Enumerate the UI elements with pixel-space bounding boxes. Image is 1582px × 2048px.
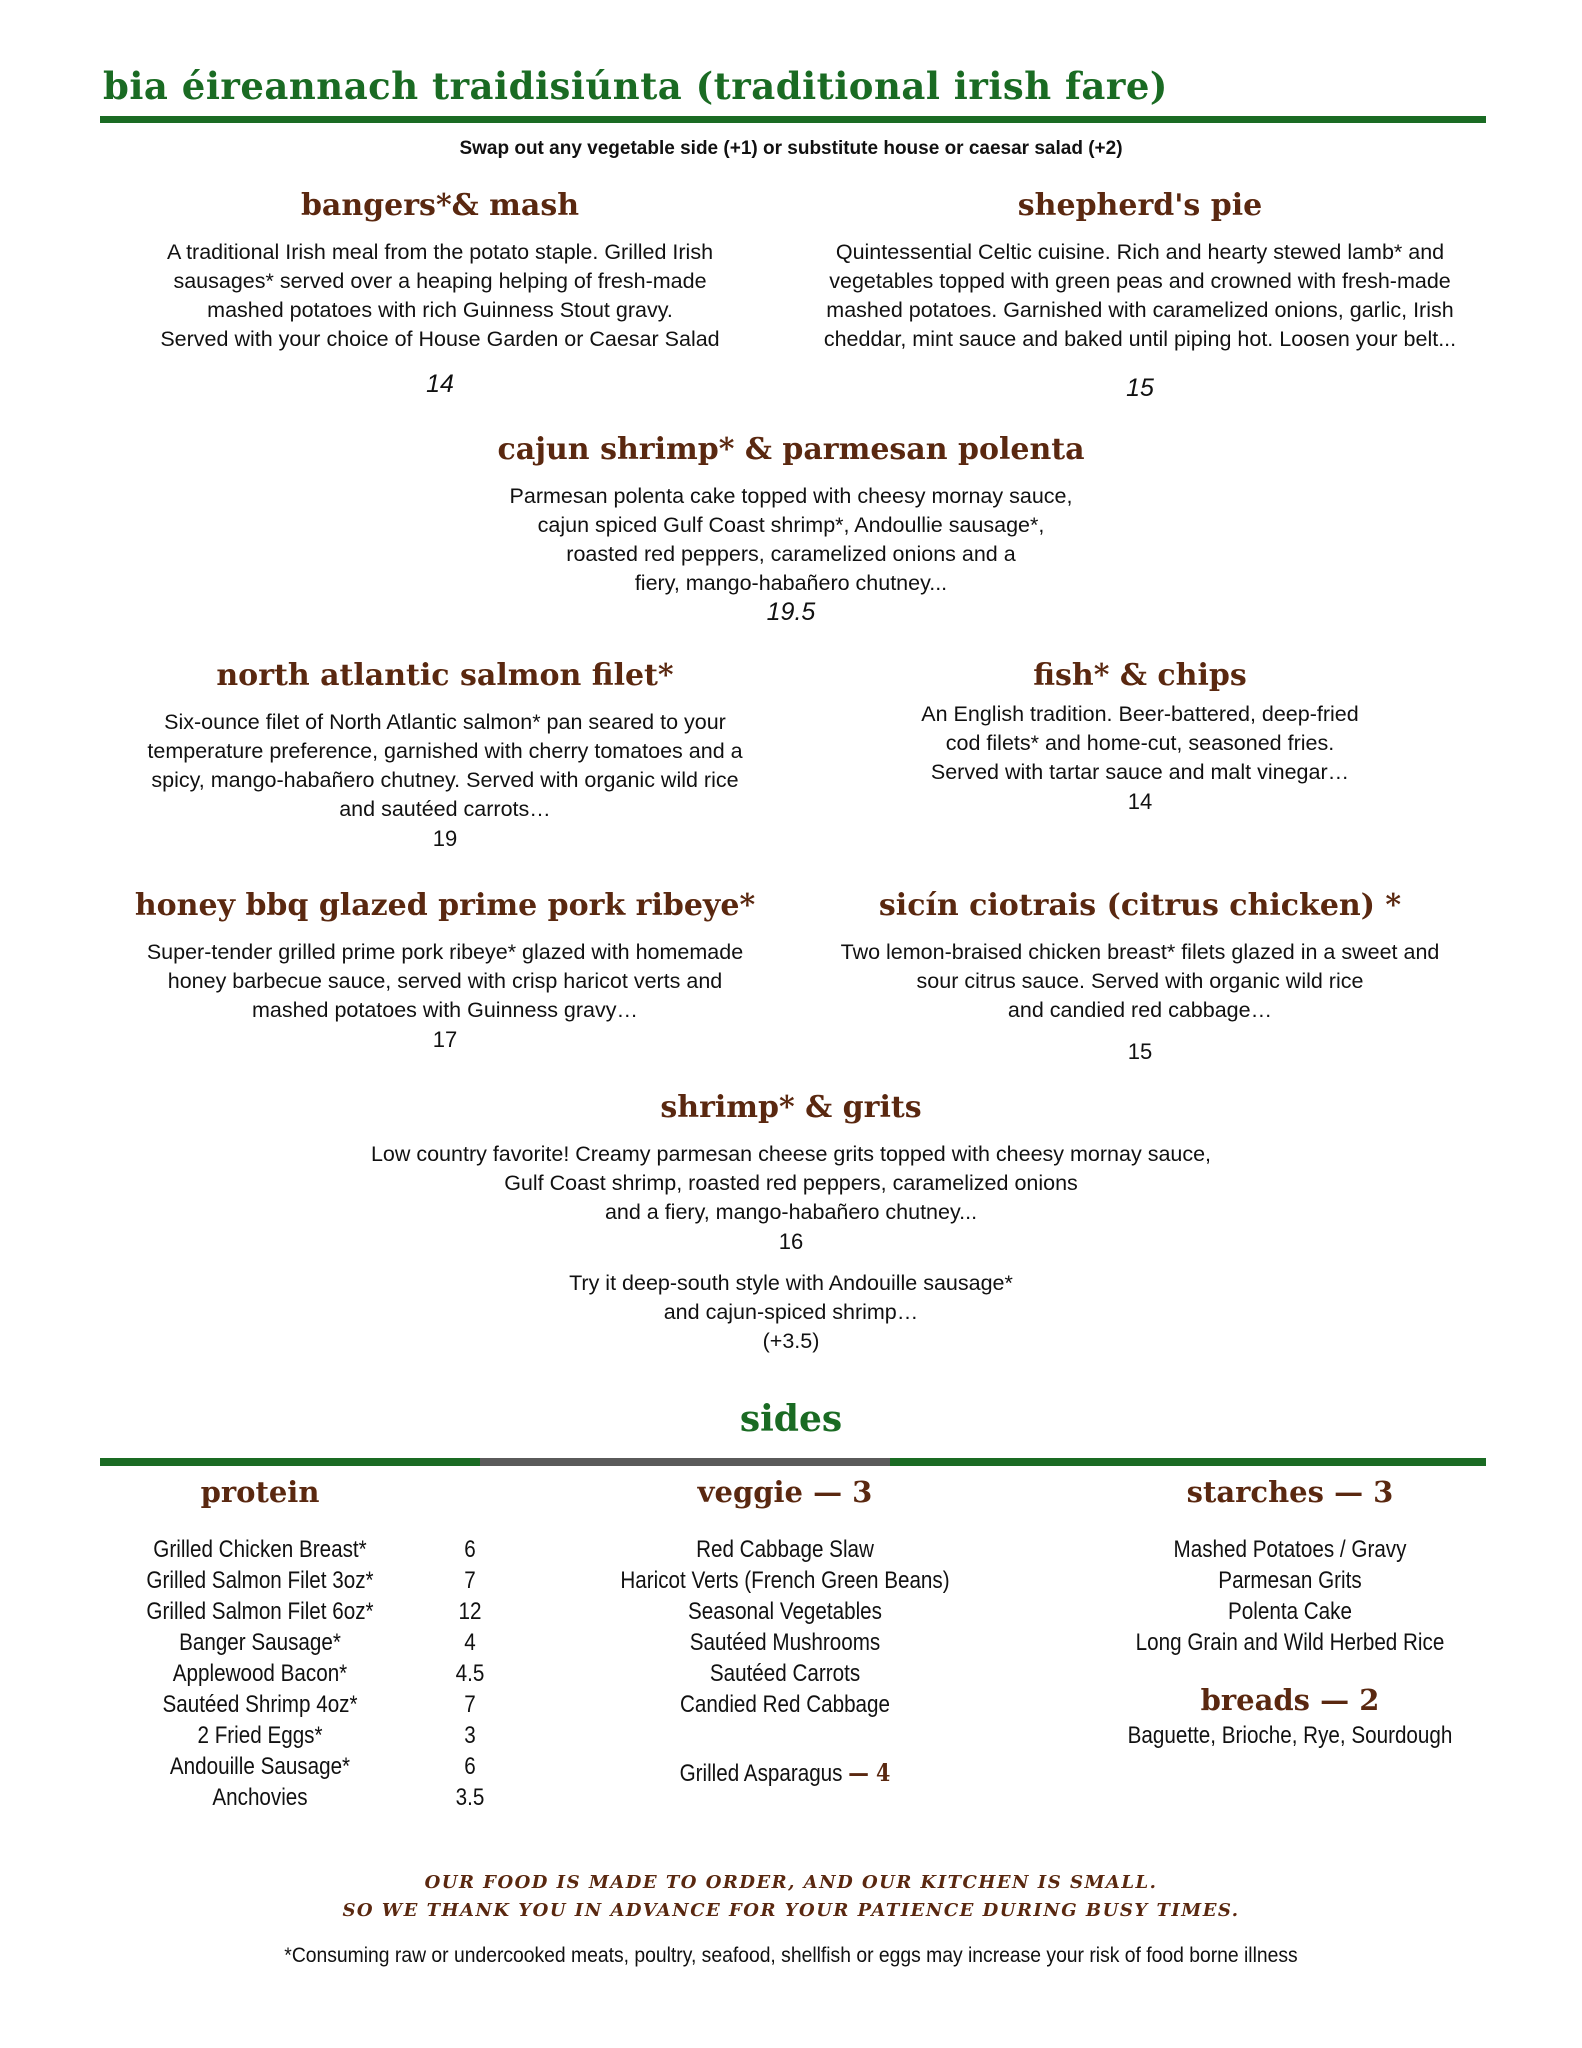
sides-divider-right — [890, 1458, 1486, 1466]
protein-price: 3.5 — [455, 1784, 485, 1811]
protein-row — [110, 1534, 530, 1565]
protein-row — [110, 1720, 530, 1751]
veggie-item: Red Cabbage Slaw — [696, 1536, 874, 1563]
addon-price: (+3.5) — [762, 1329, 820, 1353]
starches-list — [1070, 1534, 1510, 1658]
item-name: north atlantic salmon filet* — [216, 658, 674, 693]
description-line: Served with your choice of House Garden or Caesar Salad — [160, 327, 720, 351]
veggie-extra-item — [592, 1757, 979, 1789]
protein-row — [110, 1751, 530, 1782]
food-safety-disclaimer: *Consuming raw or undercooked meats, poultry, seafood, shellfish or eggs may increase your risk of food borne illness — [284, 1944, 1298, 1967]
description-line: mashed potatoes with Guinness gravy… — [251, 998, 638, 1022]
item-price: 19 — [432, 826, 458, 851]
description-line: fiery, mango-habañero chutney... — [634, 571, 948, 595]
protein-row — [110, 1596, 530, 1627]
description-line: cajun spiced Gulf Coast shrimp*, Andoullie sausage*, — [537, 513, 1045, 537]
item-description — [120, 238, 760, 354]
veggie-item: Seasonal Vegetables — [688, 1598, 882, 1625]
swap-note: Swap out any vegetable side (+1) or substitute house or caesar salad (+2) — [459, 138, 1123, 159]
protein-list — [110, 1534, 530, 1834]
description-line: Served with tartar sauce and malt vinegar… — [930, 760, 1350, 784]
addon-line: Try it deep-south style with Andouille sausage* — [569, 1271, 1013, 1295]
veggie-item: Candied Red Cabbage — [679, 1691, 891, 1718]
description-line: roasted red peppers, caramelized onions and a — [566, 542, 1016, 566]
description-line: mashed potatoes with rich Guinness Stout gravy. — [207, 298, 673, 322]
protein-name: Sautéed Shrimp 4oz* — [162, 1691, 358, 1718]
menu-item-bangers-mash — [120, 188, 760, 399]
veggie-item: Sautéed Carrots — [709, 1660, 861, 1687]
description-line: Two lemon-braised chicken breast* filets glazed in a sweet and — [840, 940, 1440, 964]
protein-name: Grilled Salmon Filet 3oz* — [146, 1567, 374, 1594]
menu-item-salmon — [110, 658, 780, 853]
description-line: mashed potatoes. Garnished with caramelized onions, garlic, Irish — [826, 298, 1454, 322]
protein-name: Andouille Sausage* — [169, 1753, 351, 1780]
starches-column — [1070, 1472, 1510, 1751]
sides-title: sides — [739, 1398, 843, 1440]
veggie-extra-name: Grilled Asparagus — [679, 1760, 843, 1787]
addon-line: and cajun-spiced shrimp… — [663, 1300, 919, 1324]
item-description — [110, 708, 780, 824]
protein-heading: protein — [200, 1475, 320, 1509]
breads-heading — [1070, 1680, 1510, 1720]
starches-heading — [1070, 1472, 1510, 1512]
description-line: temperature preference, garnished with cherry tomatoes and a — [147, 739, 743, 763]
starch-item: Long Grain and Wild Herbed Rice — [1135, 1629, 1445, 1656]
description-line: Gulf Coast shrimp, roasted red peppers, caramelized onions — [504, 1171, 1078, 1195]
description-line: and a fiery, mango-habañero chutney... — [604, 1200, 978, 1224]
protein-name: 2 Fried Eggs* — [197, 1722, 323, 1749]
protein-price: 4.5 — [455, 1660, 485, 1687]
description-line: sour citrus sauce. Served with organic wild rice — [916, 969, 1364, 993]
item-price: 15 — [1126, 374, 1154, 402]
veggie-heading-price: — 3 — [813, 1475, 873, 1509]
item-name: sicín ciotrais (citrus chicken) * — [878, 888, 1402, 923]
item-price: 17 — [432, 1027, 458, 1052]
protein-column — [160, 1472, 360, 1512]
veggie-item: Sautéed Mushrooms — [689, 1629, 881, 1656]
item-description — [790, 238, 1490, 354]
description-line: Parmesan polenta cake topped with cheesy mornay sauce, — [509, 484, 1073, 508]
addon-description — [291, 1269, 1291, 1356]
title-divider — [100, 116, 1486, 123]
description-line: Super-tender grilled prime pork ribeye* glazed with homemade — [146, 940, 744, 964]
protein-row — [110, 1627, 530, 1658]
protein-row — [110, 1689, 530, 1720]
menu-item-shepherds-pie — [790, 188, 1490, 403]
item-name: honey bbq glazed prime pork ribeye* — [134, 888, 756, 923]
menu-item-shrimp-grits — [291, 1090, 1291, 1356]
menu-item-citrus-chicken — [800, 888, 1480, 1066]
protein-price: 4 — [464, 1629, 476, 1656]
protein-name: Applewood Bacon* — [172, 1660, 348, 1687]
description-line: An English tradition. Beer-battered, deep-fried — [921, 702, 1359, 726]
menu-item-pork-ribeye — [110, 888, 780, 1054]
veggie-heading — [560, 1472, 1010, 1512]
description-line: Low country favorite! Creamy parmesan cheese grits topped with cheesy mornay sauce, — [370, 1142, 1212, 1166]
item-price: 14 — [1127, 789, 1153, 814]
sides-divider-left — [100, 1458, 480, 1466]
starch-item: Parmesan Grits — [1218, 1567, 1362, 1594]
item-description — [820, 700, 1460, 787]
item-name: shepherd's pie — [1017, 188, 1263, 223]
page-title: bia éireannach traidisiúnta (traditional irish fare) — [103, 64, 1168, 108]
starches-heading-price: — 3 — [1334, 1475, 1394, 1509]
sides-divider-middle — [480, 1458, 890, 1466]
starch-item: Polenta Cake — [1228, 1598, 1352, 1625]
protein-price: 6 — [464, 1753, 476, 1780]
item-name: bangers*& mash — [300, 188, 580, 223]
protein-name: Grilled Chicken Breast* — [153, 1536, 367, 1563]
protein-price: 7 — [464, 1567, 476, 1594]
item-description — [291, 1140, 1291, 1227]
veggie-column — [560, 1472, 1010, 1789]
description-line: sausages* served over a heaping helping of fresh-made — [173, 269, 707, 293]
description-line: cheddar, mint sauce and baked until piping hot. Loosen your belt... — [823, 327, 1457, 351]
description-line: vegetables topped with green peas and crowned with fresh-made — [829, 269, 1451, 293]
protein-row — [110, 1658, 530, 1689]
starch-item: Mashed Potatoes / Gravy — [1173, 1536, 1407, 1563]
starches-heading-label: starches — [1186, 1475, 1324, 1509]
item-name: fish* & chips — [1033, 658, 1247, 693]
protein-price: 7 — [464, 1691, 476, 1718]
veggie-heading-label: veggie — [697, 1475, 803, 1509]
item-name: shrimp* & grits — [660, 1090, 922, 1125]
protein-name: Grilled Salmon Filet 6oz* — [146, 1598, 374, 1625]
description-line: and candied red cabbage… — [1007, 998, 1273, 1022]
protein-price: 3 — [464, 1722, 476, 1749]
veggie-extra-price: — 4 — [848, 1758, 891, 1787]
protein-row — [110, 1565, 530, 1596]
veggie-list — [560, 1534, 1010, 1789]
protein-price: 6 — [464, 1536, 476, 1563]
description-line: honey barbecue sauce, served with crisp haricot verts and — [167, 969, 723, 993]
menu-item-cajun-shrimp — [391, 432, 1191, 627]
veggie-item: Haricot Verts (French Green Beans) — [620, 1567, 950, 1594]
breads-heading-price: — 2 — [1320, 1683, 1380, 1717]
item-description — [110, 938, 780, 1025]
description-line: cod filets* and home-cut, seasoned fries. — [945, 731, 1335, 755]
protein-name: Banger Sausage* — [179, 1629, 341, 1656]
description-line: Six-ounce filet of North Atlantic salmon* pan seared to your — [164, 710, 726, 734]
description-line: and sautéed carrots… — [339, 797, 551, 821]
protein-price: 12 — [458, 1598, 482, 1625]
protein-name: Anchovies — [212, 1784, 308, 1811]
description-line: A traditional Irish meal from the potato staple. Grilled Irish — [166, 240, 714, 264]
kitchen-note-line2: SO WE THANK YOU IN ADVANCE FOR YOUR PATIENCE DURING BUSY TIMES. — [342, 1900, 1240, 1921]
description-line: spicy, mango-habañero chutney. Served with organic wild rice — [151, 768, 739, 792]
breads-heading-label: breads — [1200, 1683, 1310, 1717]
breads-list: Baguette, Brioche, Rye, Sourdough — [1127, 1722, 1453, 1749]
item-description — [391, 482, 1191, 598]
menu-item-fish-chips — [820, 658, 1460, 816]
protein-row — [110, 1782, 530, 1813]
item-price: 15 — [1127, 1039, 1153, 1064]
item-description — [800, 938, 1480, 1025]
item-price: 14 — [426, 370, 454, 398]
item-name: cajun shrimp* & parmesan polenta — [497, 432, 1085, 467]
item-price: 16 — [778, 1229, 804, 1254]
description-line: Quintessential Celtic cuisine. Rich and hearty stewed lamb* and — [835, 240, 1445, 264]
item-price: 19.5 — [766, 598, 816, 626]
kitchen-note-line1: OUR FOOD IS MADE TO ORDER, AND OUR KITCHEN IS SMALL. — [424, 1872, 1158, 1893]
